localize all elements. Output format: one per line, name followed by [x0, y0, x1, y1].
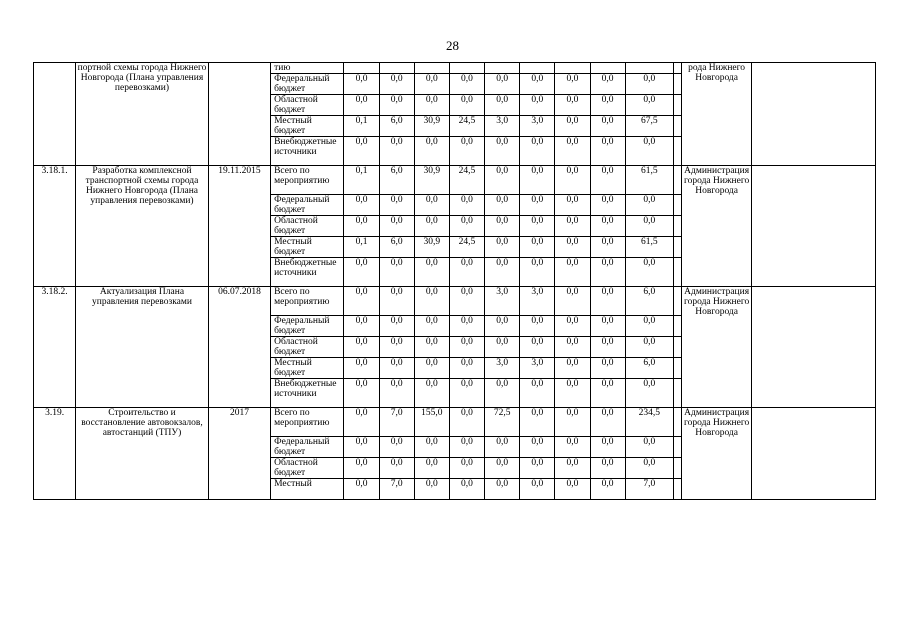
item-number: 3.18.2. [34, 287, 76, 408]
value-cell: 0,0 [485, 379, 520, 408]
value-cell [673, 458, 681, 479]
value-cell [673, 316, 681, 337]
value-cell: 3,0 [520, 358, 555, 379]
value-cell [590, 63, 625, 74]
item-number: 3.18.1. [34, 166, 76, 287]
funding-source: Местный бюджет [271, 116, 344, 137]
value-cell: 0,0 [414, 437, 449, 458]
value-cell: 0,0 [590, 116, 625, 137]
value-cell: 0,0 [344, 437, 379, 458]
value-cell: 0,0 [414, 479, 449, 500]
funding-source: Федеральный бюджет [271, 195, 344, 216]
value-cell [673, 437, 681, 458]
value-cell: 0,0 [449, 258, 484, 287]
table-row [34, 287, 876, 316]
value-cell: 6,0 [379, 116, 414, 137]
value-cell: 0,0 [414, 358, 449, 379]
funding-source: Местный бюджет [271, 358, 344, 379]
value-cell [673, 479, 681, 500]
value-cell [673, 63, 681, 74]
table-row [34, 63, 876, 74]
value-cell: 0,0 [379, 95, 414, 116]
value-cell [673, 74, 681, 95]
value-cell: 0,0 [520, 166, 555, 195]
total-cell: 0,0 [625, 95, 673, 116]
value-cell: 0,0 [555, 437, 590, 458]
funding-source: Внебюджетные источники [271, 379, 344, 408]
value-cell: 0,0 [344, 95, 379, 116]
value-cell: 0,0 [379, 74, 414, 95]
result-cell [752, 166, 876, 287]
value-cell: 0,0 [485, 337, 520, 358]
value-cell: 0,0 [414, 287, 449, 316]
item-number [34, 63, 76, 166]
value-cell: 3,0 [520, 116, 555, 137]
value-cell: 0,0 [414, 258, 449, 287]
value-cell: 0,0 [590, 216, 625, 237]
funding-source: Внебюджетные источники [271, 258, 344, 287]
value-cell: 0,0 [520, 379, 555, 408]
value-cell: 0,0 [485, 74, 520, 95]
funding-source: Областной бюджет [271, 458, 344, 479]
total-cell: 0,0 [625, 74, 673, 95]
value-cell: 0,0 [485, 437, 520, 458]
value-cell: 0,0 [520, 237, 555, 258]
value-cell: 0,0 [555, 258, 590, 287]
value-cell: 0,1 [344, 237, 379, 258]
value-cell: 24,5 [449, 166, 484, 195]
value-cell: 0,0 [344, 358, 379, 379]
funding-source: Местный бюджет [271, 237, 344, 258]
value-cell: 0,0 [449, 358, 484, 379]
value-cell: 0,0 [379, 216, 414, 237]
value-cell: 0,0 [590, 95, 625, 116]
value-cell: 0,0 [485, 316, 520, 337]
value-cell: 0,0 [485, 458, 520, 479]
total-cell: 61,5 [625, 237, 673, 258]
value-cell: 0,0 [414, 337, 449, 358]
value-cell: 0,0 [520, 316, 555, 337]
value-cell: 0,0 [590, 316, 625, 337]
value-cell: 6,0 [379, 166, 414, 195]
value-cell: 0,0 [520, 337, 555, 358]
executor: рода Нижнего Новгорода [681, 63, 751, 166]
value-cell: 0,0 [414, 458, 449, 479]
value-cell: 0,0 [590, 258, 625, 287]
value-cell: 0,0 [449, 95, 484, 116]
value-cell: 0,0 [520, 137, 555, 166]
value-cell: 0,0 [344, 195, 379, 216]
total-cell: 0,0 [625, 195, 673, 216]
value-cell [673, 379, 681, 408]
value-cell [485, 63, 520, 74]
value-cell: 3,0 [520, 287, 555, 316]
value-cell [673, 166, 681, 195]
item-name: Актуализация Плана управления перевозками [76, 287, 209, 408]
value-cell [673, 258, 681, 287]
value-cell: 0,0 [414, 316, 449, 337]
value-cell: 0,0 [449, 408, 484, 437]
value-cell: 0,0 [590, 195, 625, 216]
value-cell: 0,0 [520, 437, 555, 458]
funding-source: Всего по мероприятию [271, 408, 344, 437]
funding-source: Областной бюджет [271, 216, 344, 237]
value-cell: 0,0 [379, 458, 414, 479]
value-cell: 0,0 [449, 337, 484, 358]
value-cell: 72,5 [485, 408, 520, 437]
budget-table [33, 62, 876, 500]
value-cell [673, 216, 681, 237]
total-cell: 7,0 [625, 479, 673, 500]
value-cell: 0,0 [379, 287, 414, 316]
value-cell: 0,0 [449, 137, 484, 166]
total-cell: 0,0 [625, 316, 673, 337]
value-cell: 0,1 [344, 166, 379, 195]
value-cell: 0,0 [590, 166, 625, 195]
value-cell: 0,0 [485, 216, 520, 237]
value-cell: 0,0 [379, 137, 414, 166]
value-cell: 0,0 [379, 358, 414, 379]
value-cell: 0,0 [449, 379, 484, 408]
value-cell: 0,0 [555, 316, 590, 337]
executor: Администрация города Нижнего Новгорода [681, 166, 751, 287]
value-cell: 0,0 [520, 479, 555, 500]
value-cell [555, 63, 590, 74]
value-cell: 0,0 [555, 237, 590, 258]
value-cell: 0,0 [344, 379, 379, 408]
value-cell [673, 408, 681, 437]
total-cell: 6,0 [625, 287, 673, 316]
result-cell [752, 408, 876, 500]
value-cell: 0,0 [520, 195, 555, 216]
value-cell: 0,0 [590, 408, 625, 437]
item-name: Строительство и восстановление автовокзалов, автостанций (ТПУ) [76, 408, 209, 500]
total-cell: 0,0 [625, 216, 673, 237]
total-cell: 0,0 [625, 258, 673, 287]
value-cell: 0,0 [414, 137, 449, 166]
value-cell: 0,0 [344, 216, 379, 237]
value-cell: 0,0 [344, 258, 379, 287]
value-cell: 0,0 [555, 216, 590, 237]
value-cell: 0,0 [520, 216, 555, 237]
table-row [34, 166, 876, 195]
value-cell: 0,0 [590, 337, 625, 358]
item-date: 19.11.2015 [208, 166, 270, 287]
item-number: 3.19. [34, 408, 76, 500]
value-cell: 30,9 [414, 166, 449, 195]
value-cell: 0,0 [555, 287, 590, 316]
funding-source: тию [271, 63, 344, 74]
value-cell: 0,0 [344, 316, 379, 337]
value-cell: 0,0 [520, 74, 555, 95]
table-row [34, 408, 876, 437]
total-cell: 6,0 [625, 358, 673, 379]
value-cell [673, 195, 681, 216]
value-cell: 0,0 [555, 116, 590, 137]
value-cell: 0,0 [555, 337, 590, 358]
value-cell: 0,0 [555, 479, 590, 500]
funding-source: Областной бюджет [271, 95, 344, 116]
value-cell: 7,0 [379, 479, 414, 500]
value-cell: 0,0 [344, 287, 379, 316]
value-cell: 0,0 [555, 379, 590, 408]
value-cell: 0,0 [379, 337, 414, 358]
value-cell: 0,0 [449, 458, 484, 479]
funding-source: Внебюджетные источники [271, 137, 344, 166]
value-cell: 0,0 [414, 74, 449, 95]
value-cell: 0,0 [344, 137, 379, 166]
funding-source: Всего по мероприятию [271, 287, 344, 316]
value-cell: 24,5 [449, 116, 484, 137]
value-cell: 0,0 [344, 337, 379, 358]
value-cell: 0,0 [344, 458, 379, 479]
item-date: 06.07.2018 [208, 287, 270, 408]
value-cell: 0,0 [485, 166, 520, 195]
value-cell: 0,0 [379, 316, 414, 337]
value-cell [344, 63, 379, 74]
funding-source: Федеральный бюджет [271, 316, 344, 337]
value-cell: 0,0 [379, 195, 414, 216]
value-cell: 0,0 [590, 479, 625, 500]
value-cell: 0,0 [449, 74, 484, 95]
value-cell: 0,0 [379, 258, 414, 287]
total-cell: 0,0 [625, 458, 673, 479]
value-cell [673, 337, 681, 358]
value-cell: 0,0 [520, 258, 555, 287]
value-cell: 0,0 [520, 95, 555, 116]
item-date: 2017 [208, 408, 270, 500]
total-cell: 0,0 [625, 137, 673, 166]
funding-source: Местный [271, 479, 344, 500]
total-cell: 61,5 [625, 166, 673, 195]
value-cell: 0,0 [379, 379, 414, 408]
value-cell: 30,9 [414, 116, 449, 137]
value-cell: 0,0 [449, 479, 484, 500]
value-cell: 24,5 [449, 237, 484, 258]
value-cell: 0,0 [414, 379, 449, 408]
item-name: портной схемы города Нижнего Новгорода (Плана управления перевозками) [76, 63, 209, 166]
value-cell: 0,0 [590, 437, 625, 458]
value-cell: 0,0 [590, 287, 625, 316]
value-cell: 0,0 [485, 95, 520, 116]
total-cell: 67,5 [625, 116, 673, 137]
value-cell: 0,0 [555, 358, 590, 379]
value-cell: 0,0 [449, 216, 484, 237]
value-cell [673, 95, 681, 116]
value-cell: 0,0 [485, 479, 520, 500]
value-cell [673, 116, 681, 137]
total-cell: 0,0 [625, 437, 673, 458]
value-cell: 0,0 [555, 195, 590, 216]
value-cell [449, 63, 484, 74]
value-cell: 0,0 [344, 74, 379, 95]
funding-source: Всего по мероприятию [271, 166, 344, 195]
value-cell: 0,0 [449, 316, 484, 337]
funding-source: Федеральный бюджет [271, 74, 344, 95]
value-cell: 0,0 [449, 437, 484, 458]
value-cell: 0,0 [590, 74, 625, 95]
value-cell: 0,0 [555, 166, 590, 195]
value-cell [673, 237, 681, 258]
value-cell: 0,0 [590, 458, 625, 479]
value-cell [520, 63, 555, 74]
value-cell: 0,0 [485, 237, 520, 258]
value-cell: 0,0 [590, 358, 625, 379]
executor: Администрация города Нижнего Новгорода [681, 287, 751, 408]
value-cell: 0,0 [590, 379, 625, 408]
value-cell: 0,0 [555, 137, 590, 166]
value-cell: 7,0 [379, 408, 414, 437]
funding-source: Областной бюджет [271, 337, 344, 358]
value-cell: 0,0 [555, 458, 590, 479]
value-cell: 6,0 [379, 237, 414, 258]
value-cell: 0,0 [590, 137, 625, 166]
value-cell: 0,0 [379, 437, 414, 458]
result-cell [752, 63, 876, 166]
value-cell: 0,0 [555, 408, 590, 437]
item-name: Разработка комплексной транспортной схемы города Нижнего Новгорода (Плана управления перевозками) [76, 166, 209, 287]
value-cell: 3,0 [485, 116, 520, 137]
page-number: 28 [446, 38, 459, 53]
result-cell [752, 287, 876, 408]
total-cell [625, 63, 673, 74]
value-cell: 0,0 [520, 408, 555, 437]
total-cell: 0,0 [625, 379, 673, 408]
value-cell: 0,0 [449, 195, 484, 216]
value-cell: 0,0 [449, 287, 484, 316]
value-cell: 0,0 [414, 195, 449, 216]
funding-source: Федеральный бюджет [271, 437, 344, 458]
total-cell: 234,5 [625, 408, 673, 437]
value-cell: 0,0 [555, 74, 590, 95]
total-cell: 0,0 [625, 337, 673, 358]
value-cell: 0,0 [555, 95, 590, 116]
value-cell [673, 287, 681, 316]
value-cell: 3,0 [485, 358, 520, 379]
executor: Администрация города Нижнего Новгорода [681, 408, 751, 500]
value-cell: 0,0 [485, 258, 520, 287]
value-cell: 0,0 [344, 408, 379, 437]
value-cell [673, 137, 681, 166]
value-cell: 0,0 [590, 237, 625, 258]
item-date [208, 63, 270, 166]
value-cell: 0,0 [485, 195, 520, 216]
value-cell [673, 358, 681, 379]
value-cell: 0,1 [344, 116, 379, 137]
value-cell: 3,0 [485, 287, 520, 316]
value-cell: 0,0 [414, 95, 449, 116]
value-cell: 155,0 [414, 408, 449, 437]
value-cell: 0,0 [485, 137, 520, 166]
value-cell: 30,9 [414, 237, 449, 258]
value-cell [379, 63, 414, 74]
value-cell [414, 63, 449, 74]
value-cell: 0,0 [414, 216, 449, 237]
value-cell: 0,0 [344, 479, 379, 500]
value-cell: 0,0 [520, 458, 555, 479]
